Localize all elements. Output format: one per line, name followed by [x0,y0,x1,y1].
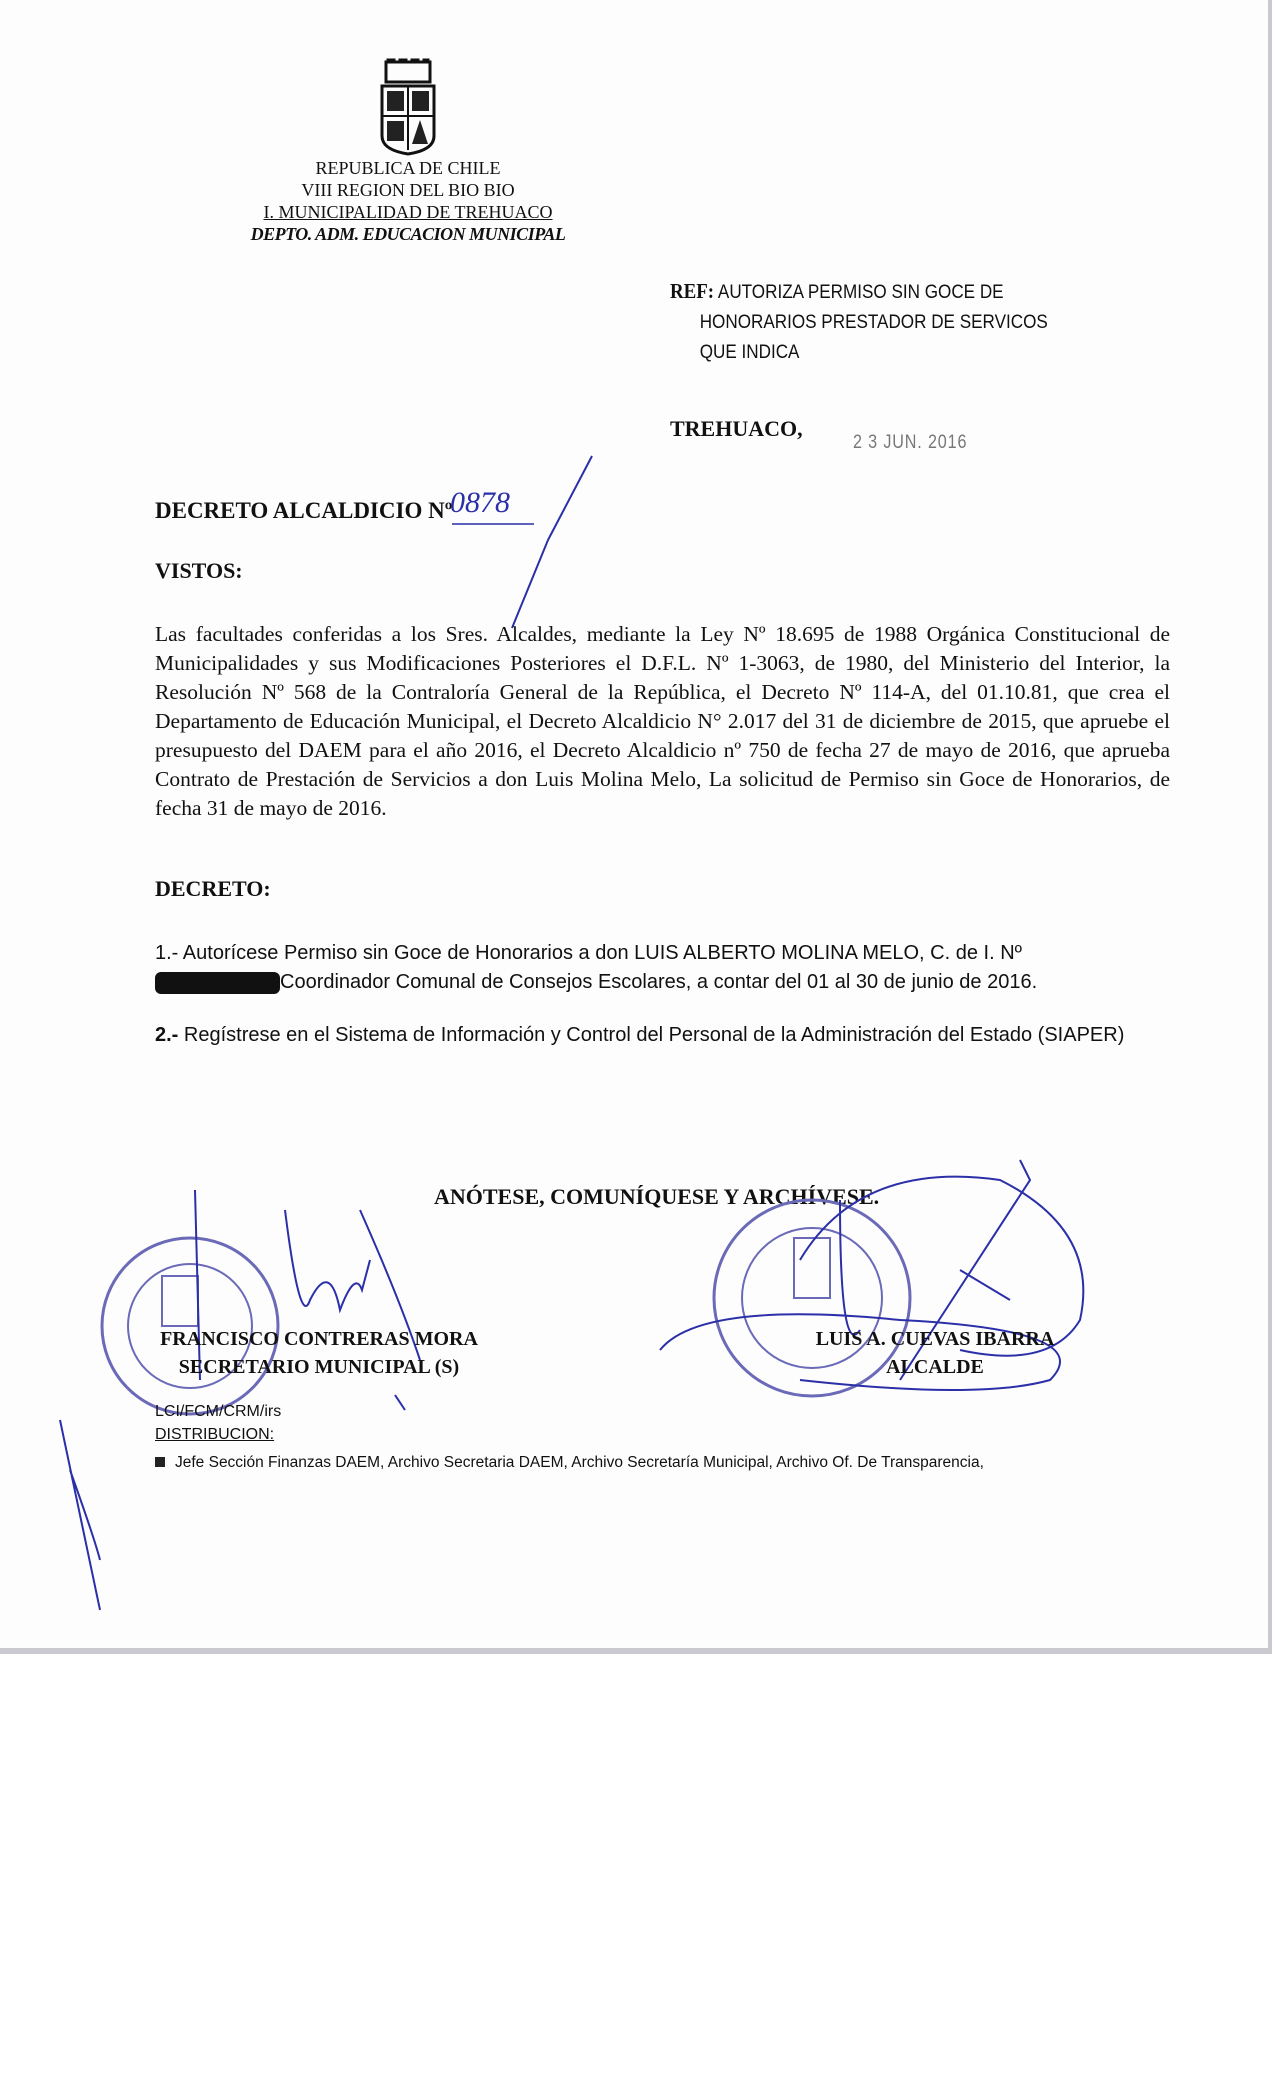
decree-number-handwritten: 0878 [450,486,510,519]
item-text: Autorícese Permiso sin Goce de Honorarios a don LUIS ALBERTO MOLINA MELO, C. de I. Nº [182,942,1022,964]
date-stamp: 2 3 JUN. 2016 [853,432,968,453]
place: TREHUACO, [670,416,803,441]
signatory-role: ALCALDE [886,1356,984,1378]
letterhead-line: I. MUNICIPALIDAD DE TREHUACO [263,202,553,222]
decreto-heading: DECRETO: [155,876,271,901]
ref-line: AUTORIZA PERMISO SIN GOCE DE [717,282,1004,303]
ref-line: HONORARIOS PRESTADOR DE SERVICOS [699,312,1048,333]
ref-label: REF: [670,279,715,303]
distribution-heading: DISTRIBUCION: [155,1426,275,1443]
letterhead-line: VIII REGION DEL BIO BIO [301,180,515,200]
letterhead-line: REPUBLICA DE CHILE [315,158,501,178]
vistos-paragraph: Las facultades conferidas a los Sres. Alcaldes, mediante la Ley Nº 18.695 de 1988 Orgánica Constitucional de Municipalidades y sus Modificaciones Posteriores el D.F.L. Nº 1-3063, de 1980, del Ministerio del Interior, la Resolución Nº 568 de la Contraloría General de la República, el Decreto Nº 114-A, del 01.10.81, que crea el Departamento de Educación Municipal, el Decreto Alcaldicio N° 2.017 del 31 de diciembre de 2015, que apruebe el presupuesto del DAEM para el año 2016, el Decreto Alcaldicio nº 750 de fecha 27 de mayo de 2016, que aprueba Contrato de Prestación de Servicios a don Luis Molina Melo, La solicitud de Permiso sin Goce de Honorarios, de fecha 31 de mayo de 2016. [155,622,1170,820]
item-number: 1.- [155,942,179,964]
decree-item-1 [155,939,1170,997]
signatory-role: SECRETARIO MUNICIPAL (S) [178,1356,460,1378]
reference-block [670,276,1048,368]
item-number: 2.- [155,1024,179,1046]
signatory-secretary [154,1325,484,1381]
vistos-heading: VISTOS: [155,558,243,583]
signatory-mayor [800,1325,1070,1381]
item-text: Regístrese en el Sistema de Información y Control del Personal de la Administración del Estado (SIAPER) [183,1024,1125,1046]
decree-item-2 [155,1021,1170,1050]
signatory-name: FRANCISCO CONTRERAS MORA [160,1328,478,1350]
item-text: Coordinador Comunal de Consejos Escolares, a contar del 01 al 30 de junio de 2016. [280,971,1038,993]
signature-mayor [0,0,1,1]
ref-line: QUE INDICA [699,342,800,363]
bullet-icon [155,1457,165,1467]
distribution-list [155,1451,984,1474]
letterhead [208,157,608,245]
closing-formula: ANÓTESE, COMUNÍQUESE Y ARCHÍVESE. [434,1184,880,1209]
initials: LCI/FCM/CRM/irs [155,1403,282,1420]
signatory-name: LUIS A. CUEVAS IBARRA [815,1328,1055,1350]
decree-title: DECRETO ALCALDICIO Nº [155,498,453,523]
coat-of-arms-logo [378,60,438,156]
redacted-id [155,972,280,994]
letterhead-department: DEPTO. ADM. EDUCACION MUNICIPAL [250,224,566,244]
distribution-text: Jefe Sección Finanzas DAEM, Archivo Secretaria DAEM, Archivo Secretaría Municipal, Archivo Of. De Transparencia, [175,1454,984,1471]
